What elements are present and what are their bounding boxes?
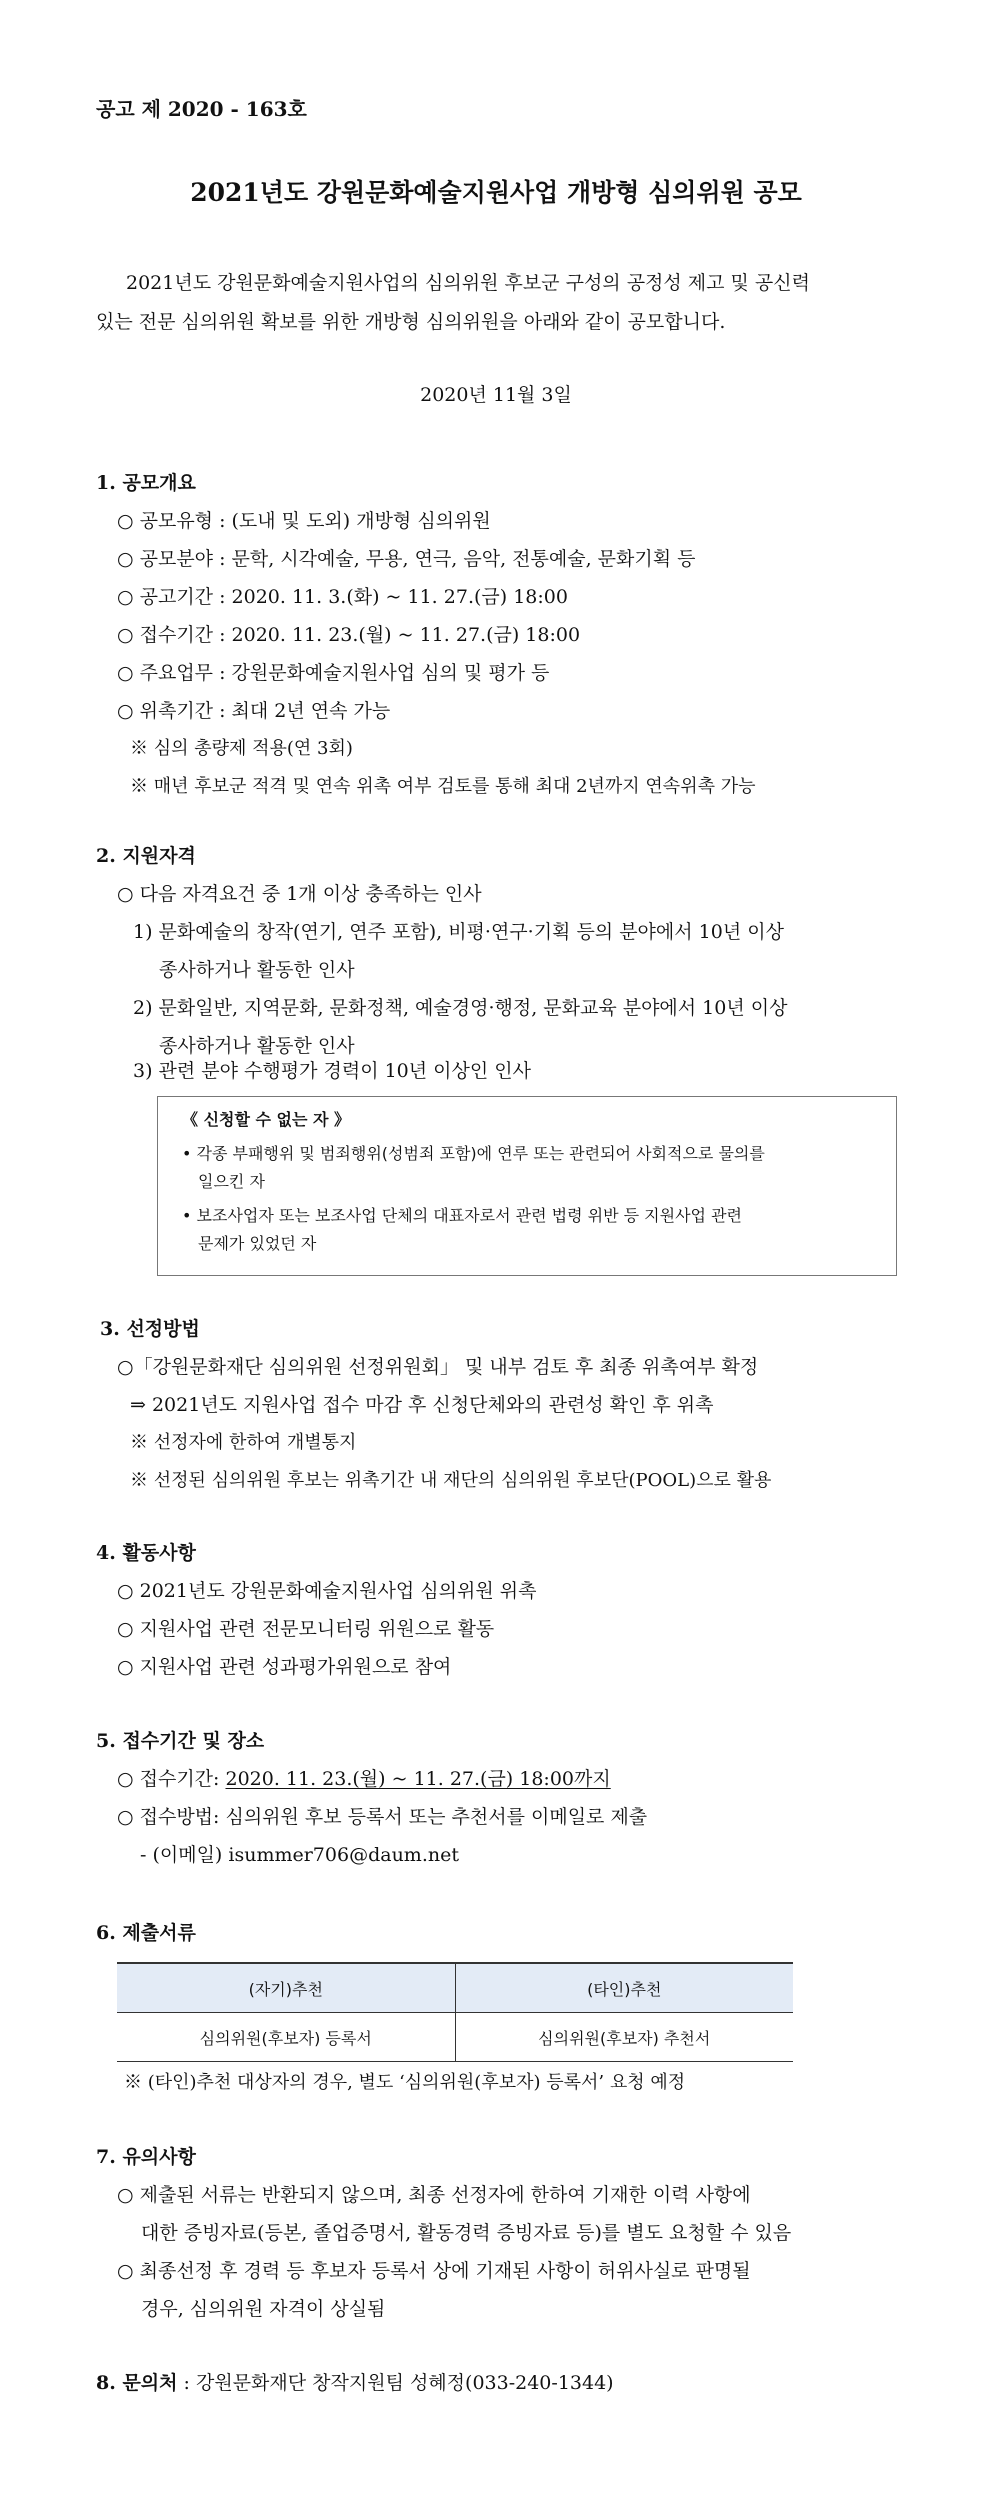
s5-email: - (이메일) isummer706@daum.net (140, 1844, 459, 1866)
s3-arrow-line: ⇒ 2021년도 지원사업 접수 마감 후 신청단체와의 관련성 확인 후 위촉 (130, 1394, 714, 1416)
announcement-date: 2020년 11월 3일 (420, 384, 572, 406)
s4-item-3: ○ 지원사업 관련 성과평가위원으로 참여 (117, 1656, 452, 1678)
s1-note-2: ※ 매년 후보군 적격 및 연속 위촉 여부 검토를 통해 최대 2년까지 연속위촉 가능 (130, 776, 756, 797)
s2-item: ○ 다음 자격요건 중 1개 이상 충족하는 인사 (117, 883, 482, 905)
s1-item-field: ○ 공모분야 : 문학, 시각예술, 무용, 연극, 음악, 전통예술, 문화기획 등 (117, 548, 696, 570)
s1-item-notice-period: ○ 공고기간 : 2020. 11. 3.(화) ~ 11. 27.(금) 18:00 (117, 586, 568, 608)
s1-item-term: ○ 위촉기간 : 최대 2년 연속 가능 (117, 700, 391, 722)
ineligible-box (157, 1096, 897, 1276)
section-3-heading: 3. 선정방법 (100, 1318, 200, 1340)
section-7-heading: 7. 유의사항 (96, 2146, 196, 2168)
notice-number: 공고 제 2020 - 163호 (96, 97, 307, 121)
s3-item: ○「강원문화재단 심의위원 선정위원회」 및 내부 검토 후 최종 위촉여부 확정 (117, 1356, 759, 1378)
ineligible-box-title: 《 신청할 수 없는 자 》 (182, 1110, 351, 1129)
ineligible-bullet-2-line-2: 문제가 있었던 자 (198, 1234, 317, 1253)
s7-item-2-line-1: ○ 최종선정 후 경력 등 후보자 등록서 상에 기재된 사항이 허위사실로 판명될 (117, 2260, 751, 2282)
section-2-heading: 2. 지원자격 (96, 845, 196, 867)
s5-period-line (117, 1766, 611, 1792)
section-8-line (96, 2370, 614, 2396)
submission-table-header (117, 1963, 793, 2013)
s3-note-2: ※ 선정된 심의위원 후보는 위촉기간 내 재단의 심의위원 후보단(POOL)으로 활용 (130, 1470, 772, 1491)
intro-line-1: 2021년도 강원문화예술지원사업의 심의위원 후보군 구성의 공정성 제고 및 공신력 (126, 272, 810, 294)
ineligible-bullet-1-line-1: • 각종 부패행위 및 범죄행위(성범죄 포함)에 연루 또는 관련되어 사회적으로 물의를 (182, 1144, 765, 1163)
s2-sub-1-line-2: 종사하거나 활동한 인사 (159, 959, 355, 981)
section-1-heading: 1. 공모개요 (96, 472, 196, 494)
section-6-heading: 6. 제출서류 (96, 1922, 196, 1944)
s7-item-2-line-2: 경우, 심의위원 자격이 상실됨 (141, 2298, 386, 2320)
section-5-heading: 5. 접수기간 및 장소 (96, 1730, 265, 1752)
table-row (117, 2013, 793, 2062)
s2-sub-2-line-2: 종사하거나 활동한 인사 (159, 1035, 355, 1057)
s5-period-value: 2020. 11. 23.(월) ~ 11. 27.(금) 18:00까지 (225, 1768, 611, 1790)
s7-item-1-line-2: 대한 증빙자료(등본, 졸업증명서, 활동경력 증빙자료 등)를 별도 요청할 수 있음 (141, 2222, 792, 2244)
s2-sub-2-line-1: 2) 문화일반, 지역문화, 문화정책, 예술경영·행정, 문화교육 분야에서 10년 이상 (133, 997, 788, 1019)
s5-period-label: ○ 접수기간: (117, 1768, 226, 1790)
s1-item-type: ○ 공모유형 : (도내 및 도외) 개방형 심의위원 (117, 510, 491, 532)
section-8-heading: 8. 문의처 (96, 2372, 178, 2394)
ineligible-bullet-1-line-2: 일으킨 자 (198, 1172, 265, 1191)
s5-method: ○ 접수방법: 심의위원 후보 등록서 또는 추천서를 이메일로 제출 (117, 1806, 648, 1828)
section-4-heading: 4. 활동사항 (96, 1542, 196, 1564)
submission-table (117, 1962, 793, 2062)
intro-line-2: 있는 전문 심의위원 확보를 위한 개방형 심의위원을 아래와 같이 공모합니다. (96, 311, 726, 333)
s2-sub-1-line-1: 1) 문화예술의 창작(연기, 연주 포함), 비평·연구·기획 등의 분야에서 10년 이상 (133, 921, 784, 943)
cell-other: 심의위원(후보자) 추천서 (538, 2028, 711, 2048)
header-self: (자기)추천 (117, 1963, 455, 2013)
s7-item-1-line-1: ○ 제출된 서류는 반환되지 않으며, 최종 선정자에 한하여 기재한 이력 사항에 (117, 2184, 751, 2206)
s1-item-duty: ○ 주요업무 : 강원문화예술지원사업 심의 및 평가 등 (117, 662, 550, 684)
s4-item-1: ○ 2021년도 강원문화예술지원사업 심의위원 위촉 (117, 1580, 537, 1602)
s8-contact: : 강원문화재단 창작지원팀 성혜정(033-240-1344) (177, 2372, 614, 2394)
page-title: 2021년도 강원문화예술지원사업 개방형 심의위원 공모 (190, 178, 802, 207)
s1-note-1: ※ 심의 총량제 적용(연 3회) (130, 738, 353, 759)
header-other: (타인)추천 (587, 1979, 662, 1999)
s4-item-2: ○ 지원사업 관련 전문모니터링 위원으로 활동 (117, 1618, 495, 1640)
cell-self: 심의위원(후보자) 등록서 (117, 2013, 455, 2062)
s3-note-1: ※ 선정자에 한하여 개별통지 (130, 1432, 357, 1453)
s6-note: ※ (타인)추천 대상자의 경우, 별도 ‘심의위원(후보자) 등록서’ 요청 예정 (124, 2072, 686, 2093)
s1-item-receipt-period: ○ 접수기간 : 2020. 11. 23.(월) ~ 11. 27.(금) 18:00 (117, 624, 581, 646)
s2-sub-3: 3) 관련 분야 수행평가 경력이 10년 이상인 인사 (133, 1060, 531, 1082)
ineligible-bullet-2-line-1: • 보조사업자 또는 보조사업 단체의 대표자로서 관련 법령 위반 등 지원사업 관련 (182, 1206, 742, 1225)
